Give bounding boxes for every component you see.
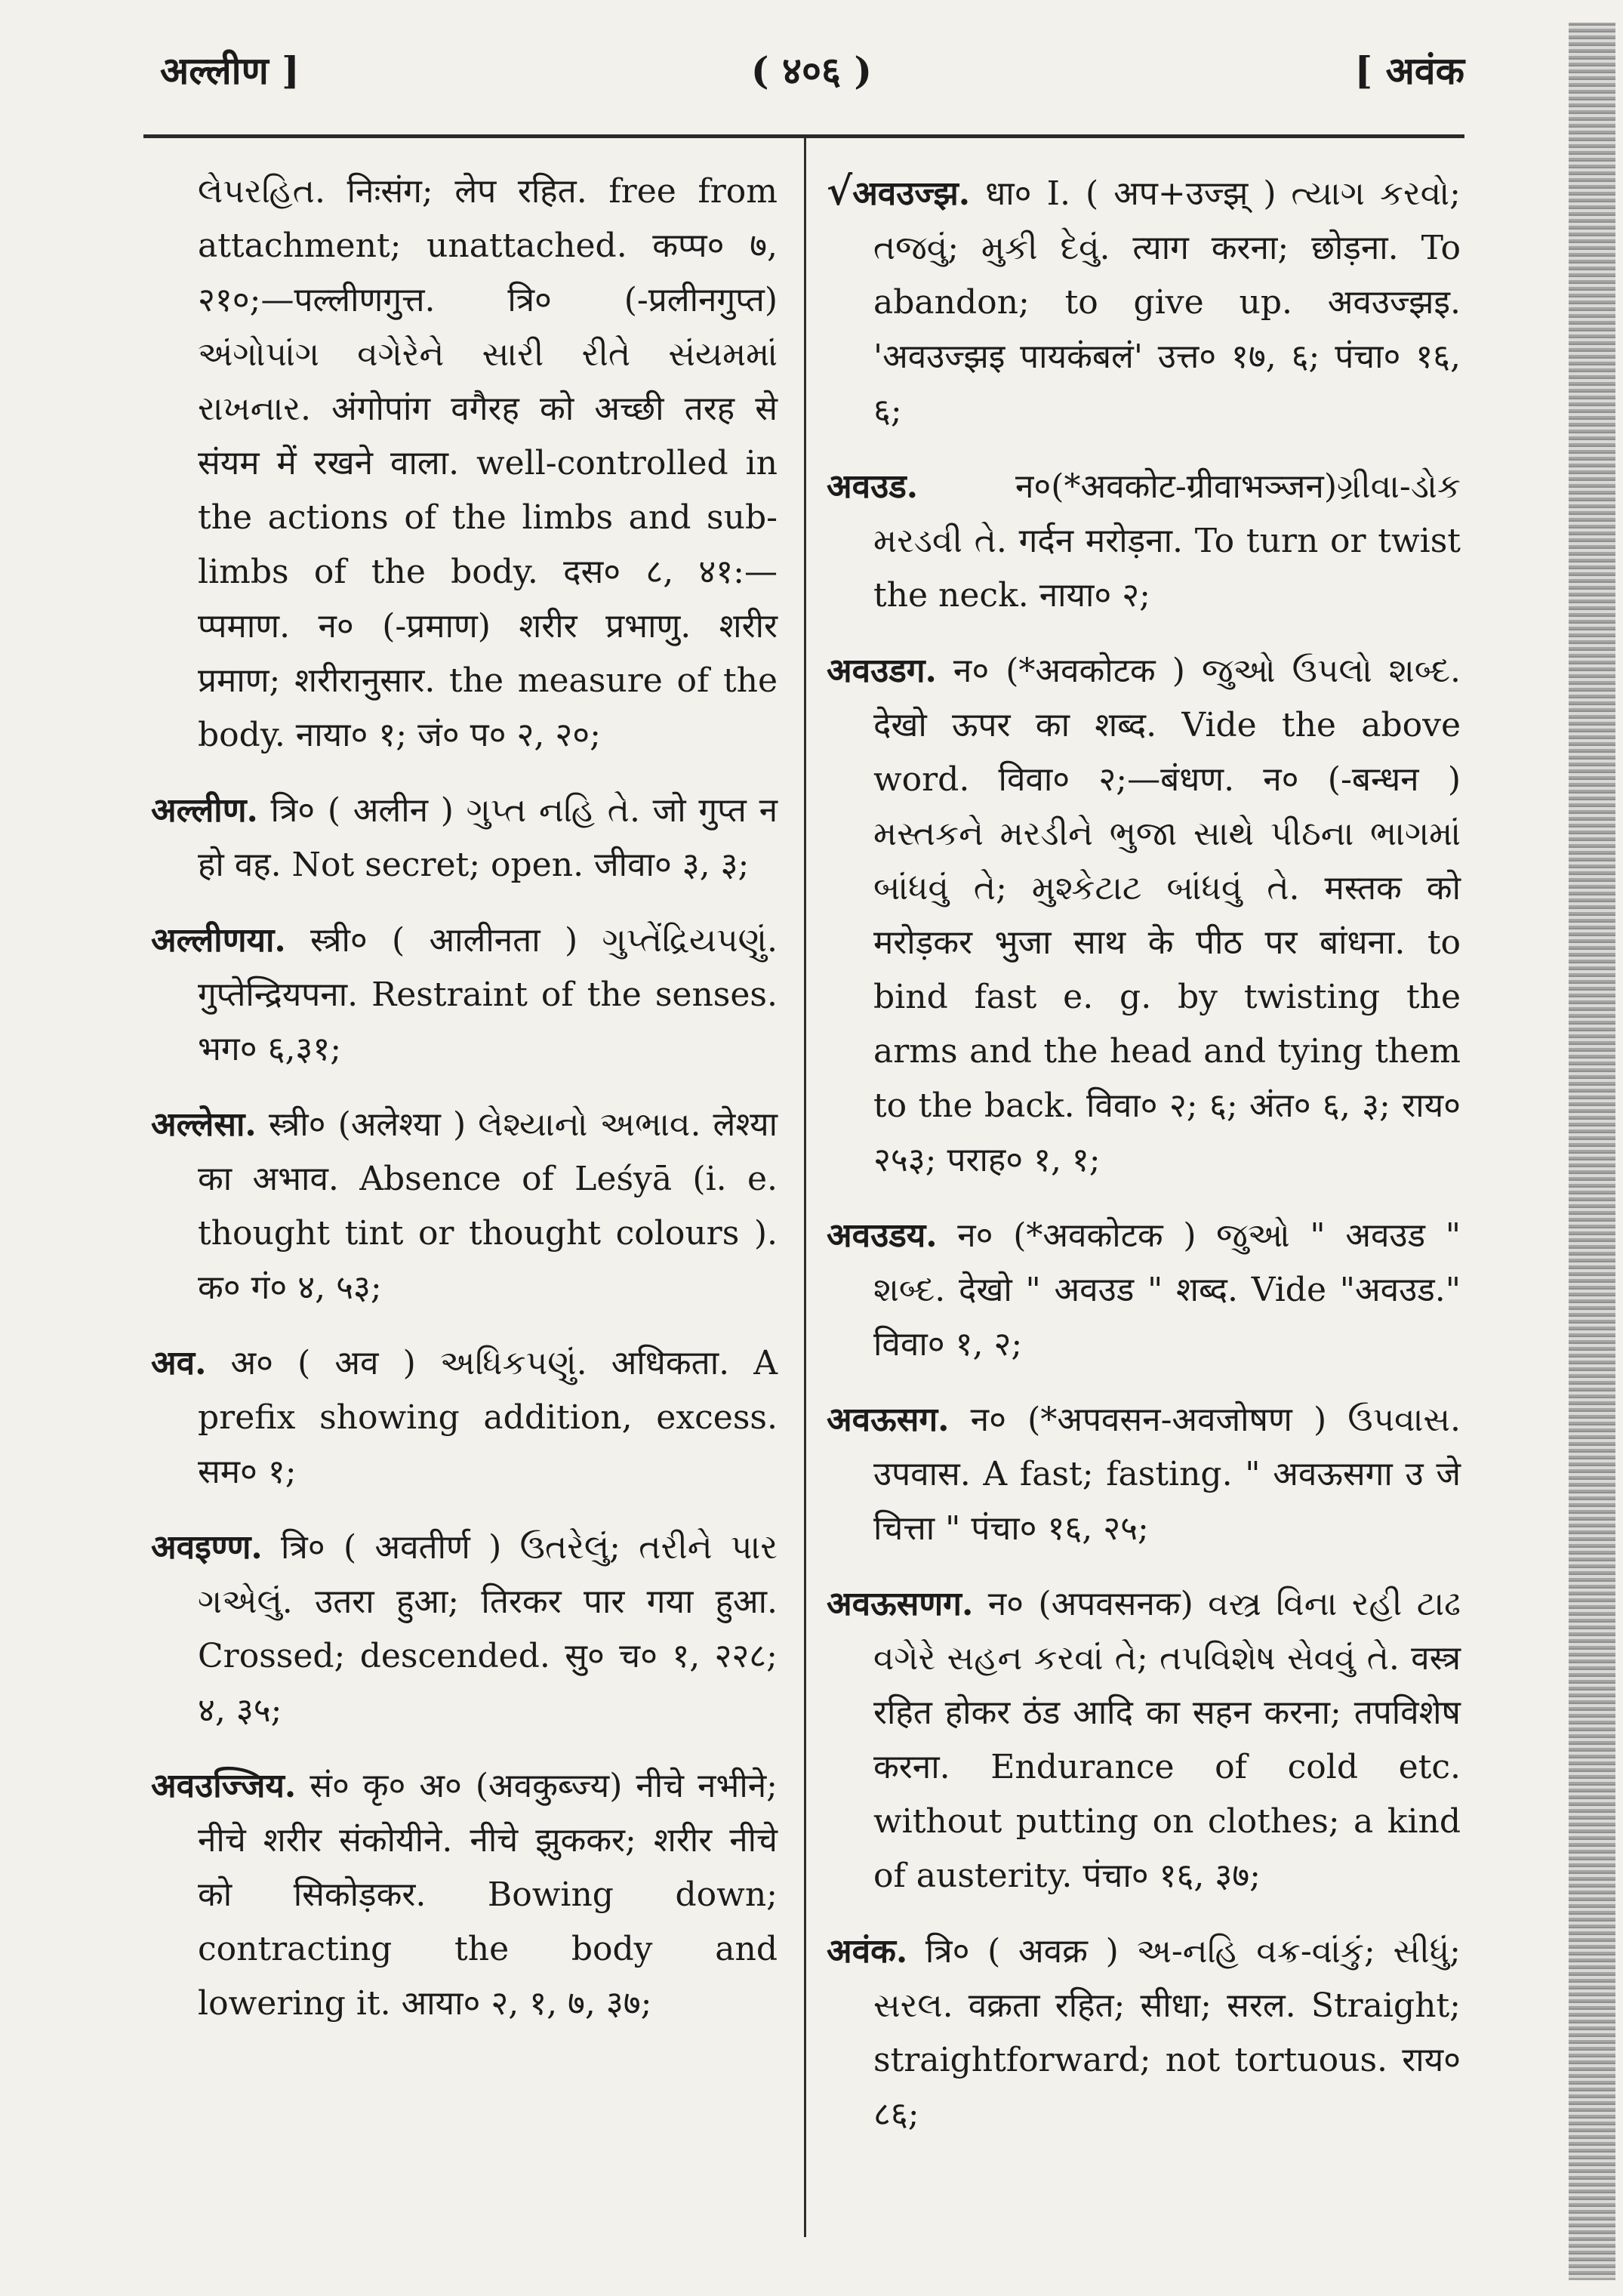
entry-headword: अवउड.: [827, 467, 919, 506]
entry-headword: अवउज्झ.: [852, 174, 971, 213]
page-number: ( ४०६ ): [750, 48, 873, 93]
entry-gloss: न० (*अवकोटक ) જુઓ ઉપલો શબ્દ. देखो ऊपर का शब्द. Vide the above word. विवा० २;—बंधण. न० (-बन्धन ) મસ્તકને મરડીને ભુજા સાથે પીઠના ભાગમાં બાંધવું તે; મુશ્કેટાટ બાંધવું તે. मस्तक को मरोड़कर भुजा साथ के पीठ पर बांधना. to bind fast e. g. by twisting the arms and the head and tying them to the back. विवा० २; ६; अंत० ६, ३; राय० २५३; पराह० १, १;: [873, 652, 1461, 1179]
dictionary-entry: [827, 165, 1461, 439]
left-column: [151, 165, 778, 2052]
dictionary-entry: [827, 644, 1461, 1188]
entry-gloss: सं० कृ० अ० (अवकुब्ज्य) नीचे नभीने; नीचे शरीर संकोयीने. नीचे झुककर; शरीर नीचे को सिकोड़कर. Bowing down; contracting the body and lowering it. आया० २, १, ७, ३७;: [198, 1767, 778, 2023]
entry-headword: अवइण्ण.: [151, 1528, 263, 1567]
dictionary-entry: [151, 1336, 778, 1499]
entry-headword: अव.: [151, 1344, 207, 1382]
dictionary-entry: [151, 1759, 778, 2031]
entry-gloss: धा० I. ( अप+उज्झ् ) ત્યાગ કરવો; તજવું; મુકી દેવું. त्याग करना; छोड़ना. To abandon; to give up. अवउज्झइ. 'अवउज्झइ पायकंबलं' उत्त० १७, ६; पंचा० १६, ६;: [873, 174, 1461, 430]
dictionary-entry: [827, 1577, 1461, 1903]
dictionary-entry: [151, 914, 778, 1077]
entry-headword: अवउडग.: [827, 652, 937, 690]
entry-gloss: न० (*अवकोटक ) જુઓ " अवउड " શબ્દ. देखो " अवउड " शब्द. Vide "अवउड." विवा० १, २;: [873, 1216, 1461, 1364]
dictionary-entry: [827, 1393, 1461, 1556]
entry-gloss: न० (अपवसनक) વસ્ત્ર વિના રહી ટાઢ વગેરે સહન કરવાં તે; તપવિશેષ સેવવું તે. वस्त्र रहित होकर ठंड आदि का सहन करना; तपविशेष करना. Endurance of cold etc. without putting on clothes; a kind of austerity. पंचा० १६, ३७;: [873, 1585, 1461, 1895]
entry-headword: अवउज्जिय.: [151, 1767, 297, 1805]
column-divider: [804, 138, 806, 2237]
entry-gloss: त्रि० ( अवतीर्ण ) ઉતરેલું; તરીને પાર ગએલું. उतरा हुआ; तिरकर पार गया हुआ. Crossed; descended. सु० च० १, २२८; ४, ३५;: [198, 1528, 778, 1730]
entry-headword: अवऊसग.: [827, 1401, 950, 1439]
entry-gloss: न०(*अवकोट-ग्रीवाभञ्जन)ગ્રીવા-ડોક મરડવી તે. गर्दन मरोड़ना. To turn or twist the neck. नाया० २;: [873, 467, 1461, 615]
dictionary-entry: [827, 460, 1461, 623]
running-header: [0, 44, 1623, 119]
entry-headword: अल्लीण.: [151, 791, 258, 830]
dictionary-entry: [151, 165, 778, 763]
entry-headword: अल्लेसा.: [151, 1105, 257, 1144]
dictionary-entry: [151, 1521, 778, 1738]
entry-headword: अवंक.: [827, 1932, 908, 1971]
dictionary-entry: [827, 1925, 1461, 2142]
entry-headword: अवऊसणग.: [827, 1585, 974, 1623]
dictionary-entry: [827, 1209, 1461, 1372]
entry-gloss: स्त्री० ( आलीनता ) ગુપ્તેંદ્રિયપણું. गुप्तेन्द्रियपना. Restraint of the senses. भग० ६,३१;: [198, 921, 778, 1068]
page-edge-shadow: [1569, 23, 1615, 2280]
entry-gloss: स्त्री० (अलेश्या ) લેશ્યાનો અભાવ. लेश्या का अभाव. Absence of Leśyā (i. e. thought tint or thought colours ). क० गं० ४, ५३;: [198, 1105, 778, 1307]
entry-gloss: લેપરહિત. निःसंग; लेप रहित. free from attachment; unattached. कप्प० ७, २१०;—पल्लीणगुत्त. त्रि० (-प्रलीनगुप्त) અંગોપાંગ વગેરેને સારી રીતે સંયમમાં રાખનાર. अंगोपांग वगैरह को अच्छी तरह से संयम में रखने वाला. well-controlled in the actions of the limbs and sub-limbs of the body. दस० ८, ४१:—प्पमाण. न० (-प्रमाण) शरीर प्रभाणु. शरीर प्रमाण; शरीरानुसार. the measure of the body. नाया० १; जं० प० २, २०;: [198, 172, 778, 754]
entry-gloss: न० (*अपवसन-अवजोषण ) ઉપવાસ. उपवास. A fast; fasting. " अवऊसगा उ जे चित्ता " पंचा० १६, २५;: [873, 1401, 1461, 1548]
header-left-guideword: अल्लीण ]: [160, 48, 300, 93]
root-check-mark: √: [827, 168, 853, 214]
header-right-guideword: [ अवंक: [1354, 48, 1464, 93]
dictionary-entry: [151, 1098, 778, 1315]
entry-headword: अल्लीणया.: [151, 921, 286, 960]
entry-headword: अवउडय.: [827, 1216, 938, 1255]
entry-gloss: त्रि० ( अवक्र ) અ-નહિ વક્ર-વાંકું; સીધું; સરલ. वक्रता रहित; सीधा; सरल. Straight; straightforward; not tortuous. राय० ८६;: [873, 1932, 1461, 2134]
right-column: [827, 165, 1461, 2163]
entry-gloss: अ० ( अव ) અધિકપણું. अधिकता. A prefix showing addition, excess. सम० १;: [198, 1344, 778, 1491]
dictionary-entry: [151, 784, 778, 892]
entry-gloss: त्रि० ( अलीन ) ગુપ્ત નહિ તે. जो गुप्त न हो वह. Not secret; open. जीवा० ३, ३;: [198, 791, 778, 884]
